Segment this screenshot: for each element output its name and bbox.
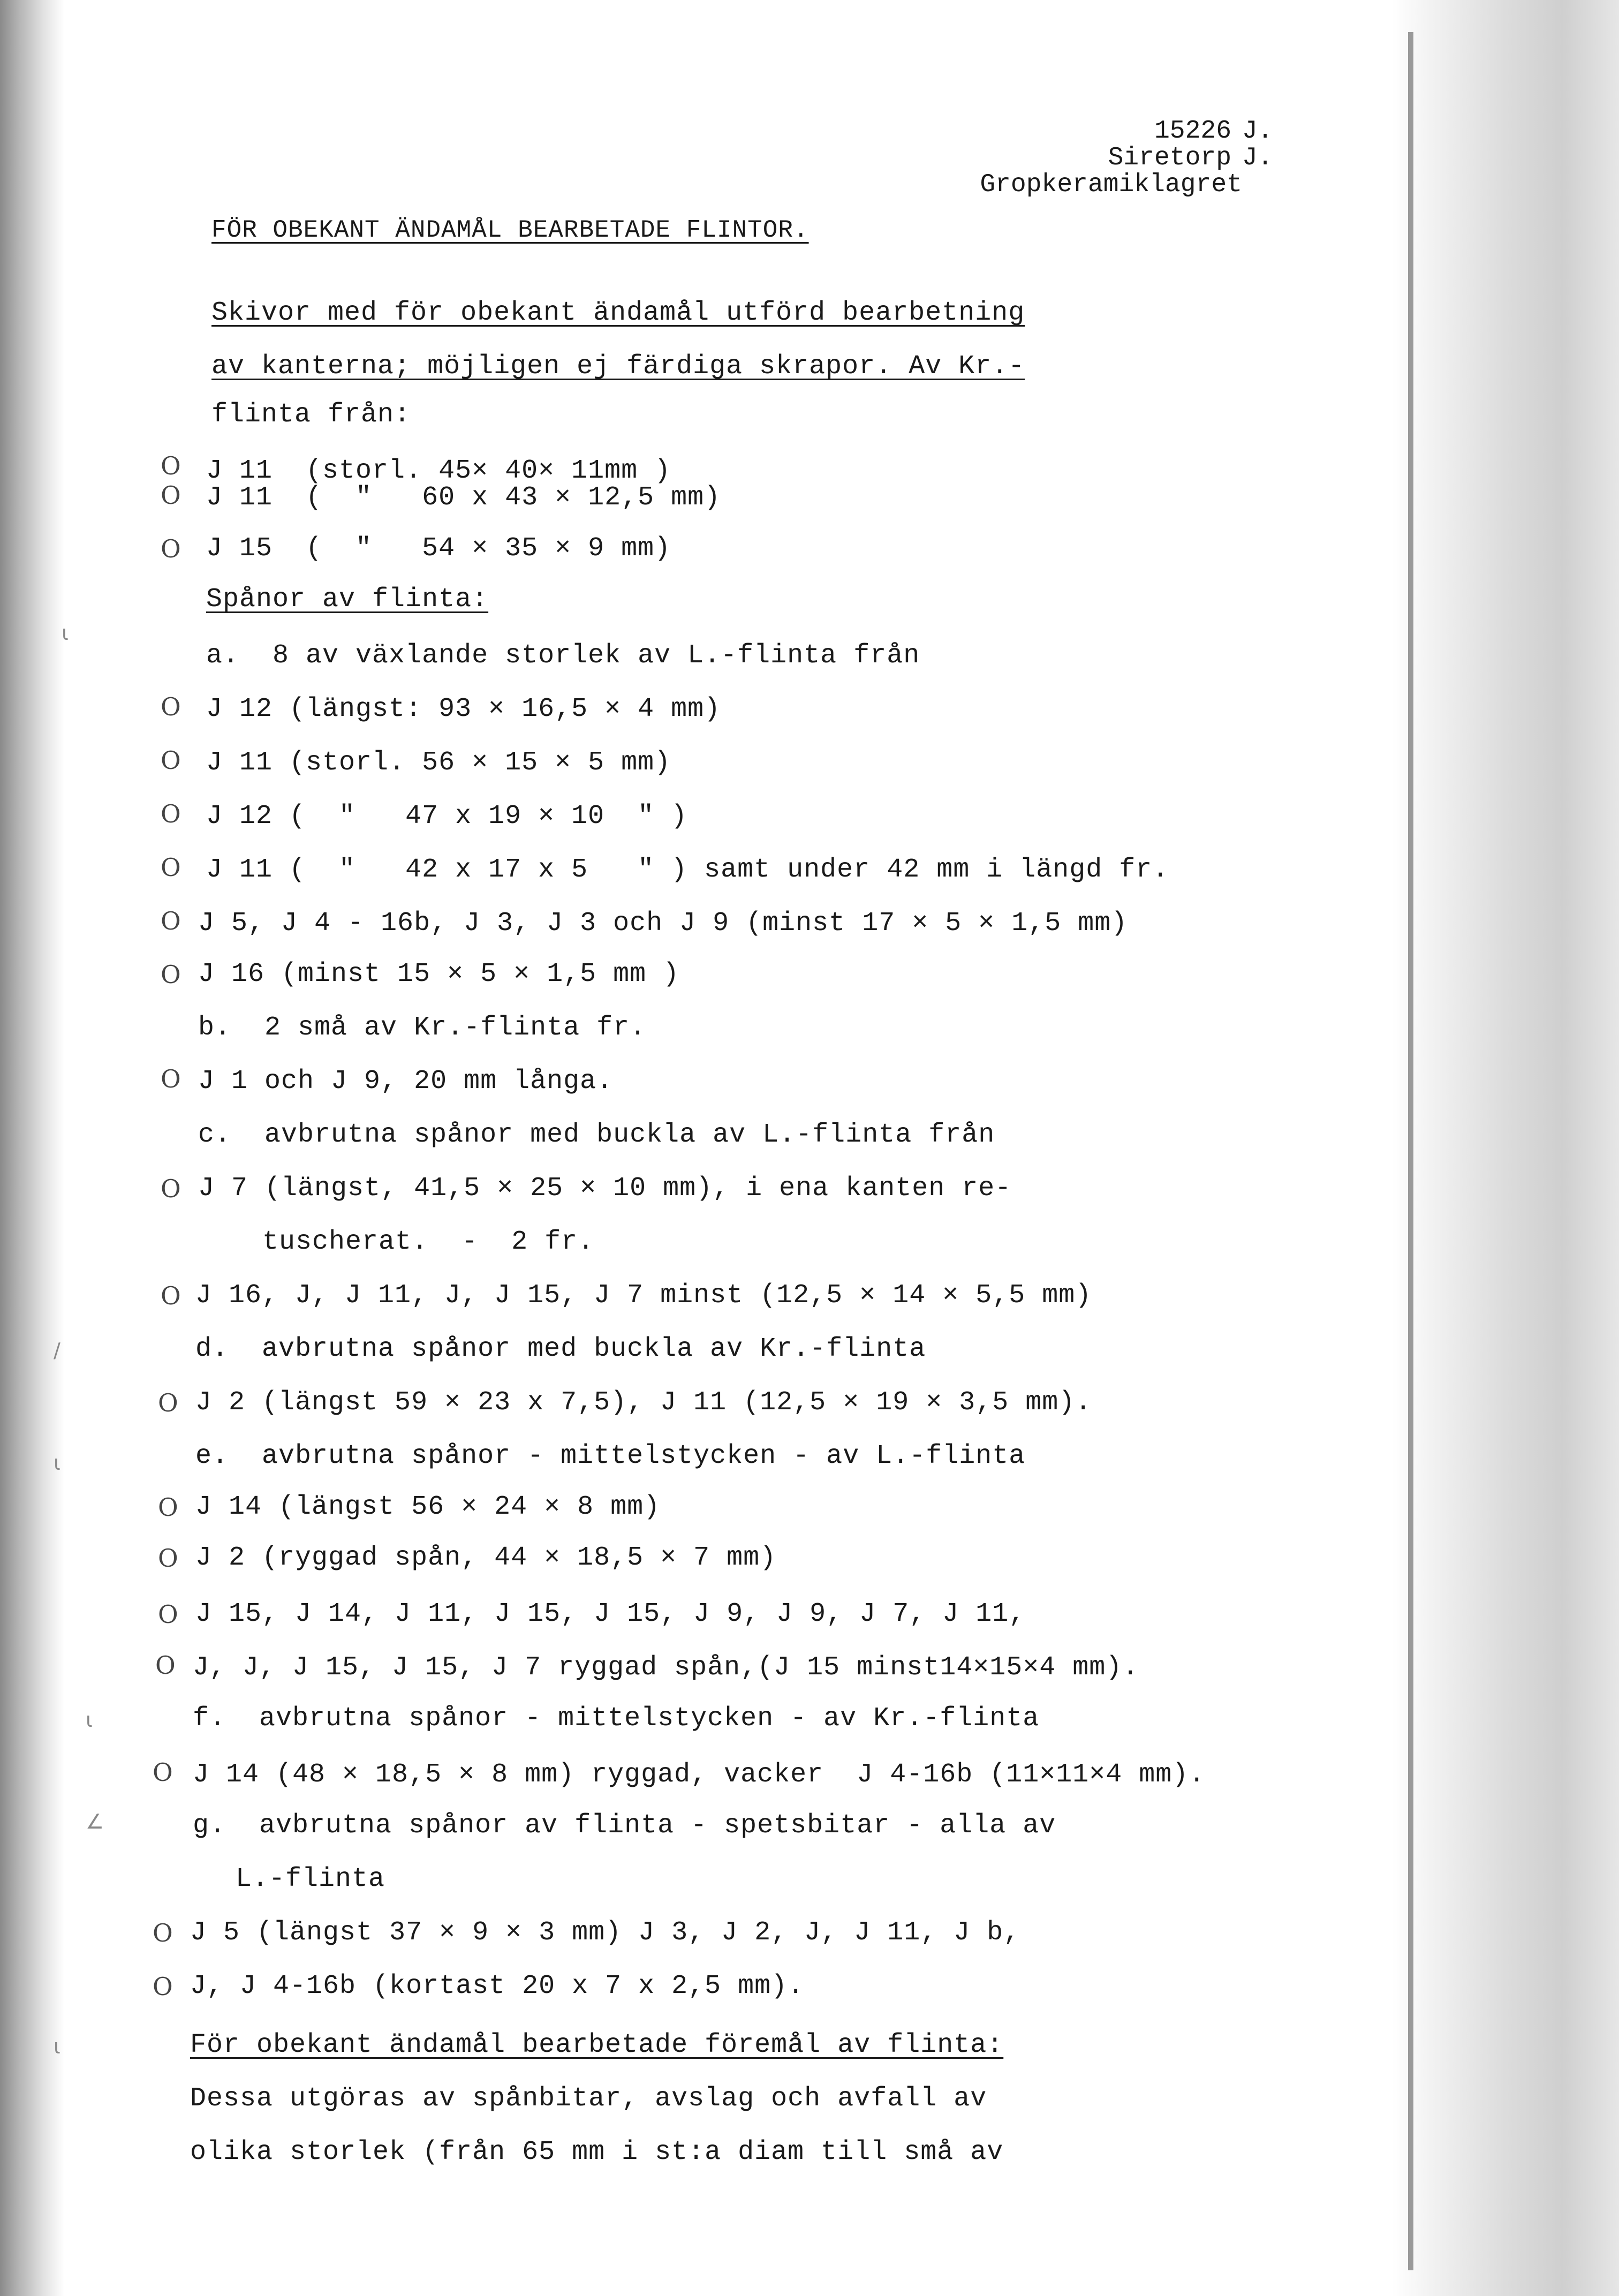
entry-line: J, J 4-16b (kortast 20 x 7 x 2,5 mm).	[190, 1971, 805, 2002]
check-mark: O	[158, 1544, 178, 1573]
check-mark: O	[161, 481, 181, 510]
check-mark: O	[161, 746, 181, 775]
entry-line: J 7 (längst, 41,5 × 25 × 10 mm), i ena kanten re-	[198, 1173, 1012, 1204]
subsection-d: d. avbrutna spånor med buckla av Kr.-flinta	[195, 1334, 926, 1364]
subsection-c: c. avbrutna spånor med buckla av L.-flinta från	[198, 1120, 995, 1150]
check-mark: O	[161, 692, 181, 721]
margin-pencil-mark: ι	[54, 2035, 60, 2058]
entry-line: J, J, J 15, J 15, J 7 ryggad spån,(J 15 minst14×15×4 mm).	[193, 1652, 1139, 1683]
entry-line: J 2 (längst 59 × 23 x 7,5), J 11 (12,5 × 19 × 3,5 mm).	[195, 1387, 1092, 1418]
site-name: Siretorp	[1108, 144, 1231, 172]
check-mark: O	[161, 1281, 181, 1310]
side-code-mid: J.	[1242, 144, 1273, 172]
entry-line: J 15 ( " 54 × 35 × 9 mm)	[206, 533, 671, 564]
page-title: FÖR OBEKANT ÄNDAMÅL BEARBETADE FLINTOR.	[211, 216, 809, 244]
entry-continuation: tuscherat. - 2 fr.	[262, 1227, 595, 1257]
check-mark: O	[161, 1064, 181, 1093]
check-mark: O	[155, 1651, 176, 1680]
entry-line: J 11 (storl. 45× 40× 11mm )	[206, 456, 671, 486]
section2-heading: För obekant ändamål bearbetade föremål av flinta:	[190, 2030, 1004, 2060]
layer-name: Gropkeramiklagret	[980, 170, 1242, 199]
entry-line: J 12 (längst: 93 × 16,5 × 4 mm)	[206, 694, 721, 724]
entry-line: J 16 (minst 15 × 5 × 1,5 mm )	[198, 959, 680, 990]
entry-line: J 5, J 4 - 16b, J 3, J 3 och J 9 (minst 17 × 5 × 1,5 mm)	[198, 908, 1128, 939]
subsection-f: f. avbrutna spånor - mittelstycken - av Kr.-flinta	[193, 1703, 1040, 1734]
catalog-number: 15226	[1154, 117, 1231, 146]
intro-line-3: flinta från:	[211, 399, 411, 430]
entry-line: J 15, J 14, J 11, J 15, J 15, J 9, J 9, J 7, J 11,	[195, 1599, 1026, 1629]
entry-line: J 5 (längst 37 × 9 × 3 mm) J 3, J 2, J, J 11, J b,	[190, 1917, 1020, 1948]
margin-pencil-mark: ι	[86, 1708, 93, 1732]
intro-line-2-text: av kanterna; möjligen ej färdiga skrapor. Av Kr.-	[211, 351, 1025, 382]
entry-line: J 14 (längst 56 × 24 × 8 mm)	[195, 1492, 661, 1522]
binding-shadow-left	[0, 0, 64, 2296]
section2-line-1: Dessa utgöras av spånbitar, avslag och avfall av	[190, 2083, 987, 2114]
margin-pencil-mark: ∕	[54, 1339, 60, 1362]
margin-pencil-mark: ∠	[86, 1810, 104, 1833]
entry-line: J 1 och J 9, 20 mm långa.	[198, 1066, 614, 1097]
entry-continuation: L.-flinta	[236, 1864, 385, 1894]
intro-line-2	[211, 351, 1025, 383]
check-mark: O	[153, 1919, 173, 1947]
check-mark: O	[161, 799, 181, 828]
check-mark: O	[161, 907, 181, 935]
check-mark: O	[161, 1174, 181, 1203]
check-mark: O	[161, 534, 181, 563]
check-mark: O	[158, 1493, 178, 1522]
intro-line-1: Skivor med för obekant ändamål utförd bearbetning	[211, 298, 1025, 328]
section2-line-2: olika storlek (från 65 mm i st:a diam till små av	[190, 2137, 1004, 2167]
subsection-a: a. 8 av växlande storlek av L.-flinta från	[206, 640, 920, 671]
check-mark: O	[158, 1388, 178, 1417]
entry-line: J 14 (48 × 18,5 × 8 mm) ryggad, vacker J 4-16b (11×11×4 mm).	[193, 1759, 1206, 1790]
check-mark: O	[158, 1600, 178, 1629]
check-mark: O	[161, 451, 181, 480]
side-code-top: J.	[1242, 117, 1273, 146]
section-heading-spanor: Spånor av flinta:	[206, 584, 489, 615]
subsection-e: e. avbrutna spånor - mittelstycken - av L.-flinta	[195, 1441, 1026, 1471]
entry-line: J 11 (storl. 56 × 15 × 5 mm)	[206, 747, 671, 778]
binding-edge-line	[1408, 32, 1413, 2270]
margin-pencil-mark: ι	[54, 1451, 60, 1475]
subsection-g: g. avbrutna spånor av flinta - spetsbitar - alla av	[193, 1810, 1056, 1841]
check-mark: O	[161, 853, 181, 882]
entry-line: J 16, J, J 11, J, J 15, J 7 minst (12,5 × 14 × 5,5 mm)	[195, 1280, 1092, 1311]
entry-line: J 11 ( " 60 x 43 × 12,5 mm)	[206, 482, 721, 513]
check-mark: O	[161, 960, 181, 989]
check-mark: O	[153, 1972, 173, 2001]
entry-line: J 11 ( " 42 x 17 x 5 " ) samt under 42 mm i längd fr.	[206, 855, 1169, 885]
margin-pencil-mark: ι	[62, 621, 69, 645]
subsection-b: b. 2 små av Kr.-flinta fr.	[198, 1013, 647, 1043]
binding-shadow-right	[1392, 0, 1619, 2296]
entry-line: J 12 ( " 47 x 19 × 10 " )	[206, 801, 688, 832]
entry-line: J 2 (ryggad spån, 44 × 18,5 × 7 mm)	[195, 1543, 777, 1573]
check-mark: O	[153, 1758, 173, 1787]
